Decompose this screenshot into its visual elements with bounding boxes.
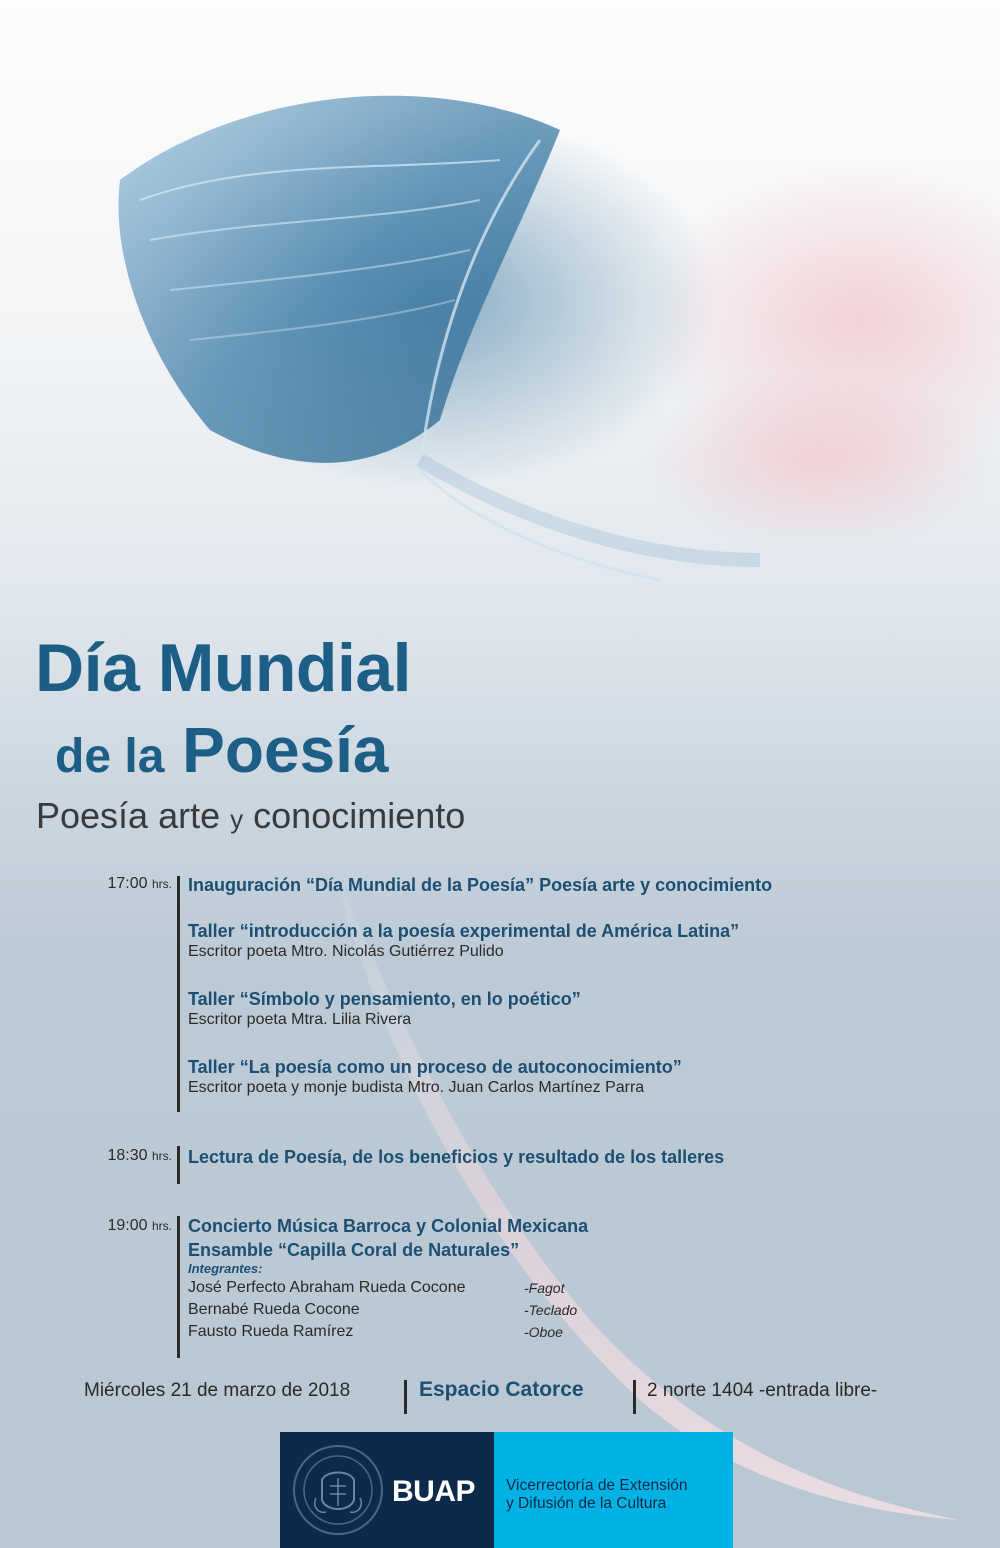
event-subtitle (36, 795, 465, 837)
schedule-divider (177, 1216, 180, 1358)
member-instrument: -Teclado (524, 1302, 578, 1318)
event-date: Miércoles 21 de marzo de 2018 (84, 1380, 351, 1401)
schedule-block-1900 (188, 1215, 968, 1343)
office-name (506, 1477, 688, 1513)
schedule-divider (177, 876, 180, 1112)
schedule-item-title: Taller “Símbolo y pensamiento, en lo poético” (188, 989, 581, 1009)
member-row (188, 1321, 968, 1343)
time-value: 17:00 (107, 875, 148, 892)
schedule-block-1700 (188, 874, 968, 1098)
schedule-item-speaker: Escritor poeta Mtro. Nicolás Gutiérrez Pulido (188, 943, 504, 960)
members-label: Integrantes: (188, 1261, 263, 1276)
subtitle-conjunction: y (230, 804, 244, 834)
member-row (188, 1299, 968, 1321)
member-name: José Perfecto Abraham Rueda Cocone (188, 1279, 466, 1296)
event-title-line2 (55, 714, 389, 786)
event-address: 2 norte 1404 -entrada libre- (647, 1380, 878, 1401)
schedule-item-title: Lectura de Poesía, de los beneficios y resultado de los talleres (188, 1147, 725, 1167)
schedule-item-title: Inauguración “Día Mundial de la Poesía” Poesía arte y conocimiento (188, 875, 773, 895)
time-unit: hrs. (151, 877, 172, 891)
event-venue: Espacio Catorce (419, 1378, 584, 1401)
buap-logo-block (280, 1432, 494, 1548)
footer-divider (633, 1380, 636, 1414)
ensemble-name: Ensamble “Capilla Coral de Naturales” (188, 1240, 520, 1260)
schedule-item-title: Taller “introducción a la poesía experimental de América Latina” (188, 921, 740, 941)
member-instrument: -Oboe (524, 1324, 563, 1340)
schedule-block-1830 (188, 1146, 968, 1168)
event-title-main: Poesía (182, 714, 389, 786)
office-block (494, 1432, 733, 1548)
member-instrument: -Fagot (524, 1280, 565, 1296)
office-line-1: Vicerrectoría de Extensión (506, 1477, 688, 1494)
member-name: Bernabé Rueda Cocone (188, 1301, 360, 1318)
brand-name: BUAP (392, 1475, 476, 1508)
buap-logo-band (280, 1432, 733, 1548)
footer-divider (404, 1380, 407, 1414)
member-row (188, 1277, 968, 1299)
schedule-divider (177, 1146, 180, 1184)
event-title-prefix: de la (55, 730, 165, 783)
subtitle-part-a: Poesía arte (36, 795, 221, 836)
subtitle-part-b: conocimiento (253, 795, 466, 836)
schedule-item-title: Taller “La poesía como un proceso de autoconocimiento” (188, 1057, 682, 1077)
time-unit: hrs. (151, 1219, 172, 1233)
time-value: 18:30 (107, 1147, 148, 1164)
time-unit: hrs. (151, 1149, 172, 1163)
member-name: Fausto Rueda Ramírez (188, 1323, 354, 1340)
event-title: Día Mundial (35, 630, 412, 706)
schedule-time (0, 875, 172, 893)
event-footer (0, 1376, 1000, 1416)
schedule-item-speaker: Escritor poeta Mtra. Lilia Rivera (188, 1011, 412, 1028)
schedule-time (0, 1217, 172, 1235)
concert-title: Concierto Música Barroca y Colonial Mexicana (188, 1216, 589, 1236)
university-seal-icon (288, 1440, 388, 1540)
schedule-time (0, 1147, 172, 1165)
schedule-item-speaker: Escritor poeta y monje budista Mtro. Juan Carlos Martínez Parra (188, 1079, 645, 1096)
time-value: 19:00 (107, 1217, 148, 1234)
office-line-2: y Difusión de la Cultura (506, 1495, 667, 1512)
